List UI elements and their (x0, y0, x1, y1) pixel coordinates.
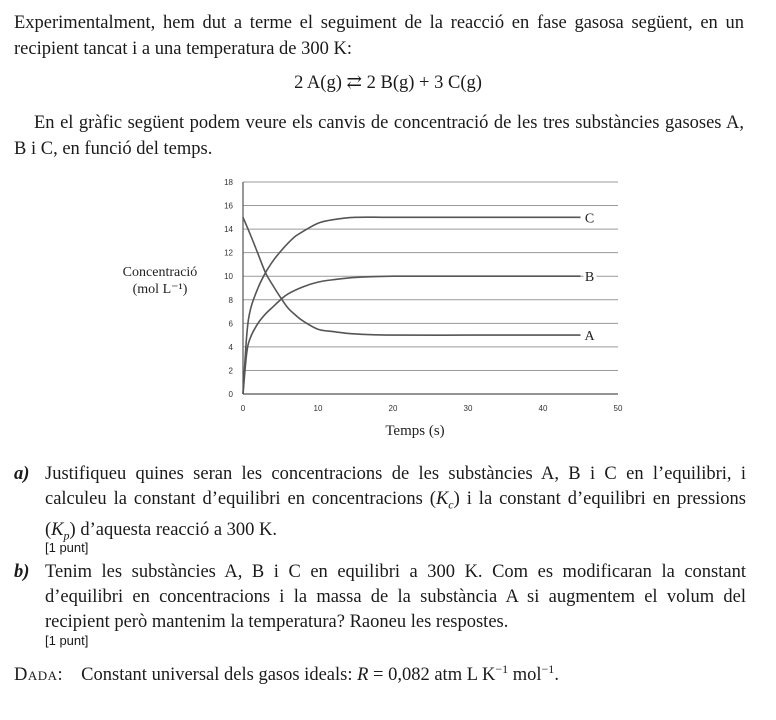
series-label-A: A (584, 329, 595, 345)
data-text: Constant universal dels gasos ideals: (81, 665, 353, 686)
question-a (14, 462, 746, 548)
y-tick-label: 12 (224, 248, 233, 258)
gas-constant-value: = 0,082 atm L K (368, 665, 496, 686)
y-tick-label: 4 (228, 342, 233, 352)
question-a-text-3: ) d’aquesta reacció a 300 K. (69, 519, 278, 540)
gas-constant-symbol: R (357, 665, 369, 686)
concentration-chart (110, 172, 650, 442)
question-b-text: Tenim les substàncies A, B i C en equilibri a 300 K. Com es modificaran la constant d’equilibri en concentracions i la massa de la substància A si augmentem el volum del recipient però mantenim la temperatura? Raoneu les respostes. (45, 562, 746, 632)
x-tick-label: 20 (388, 404, 398, 413)
x-tick-label: 30 (463, 404, 473, 413)
gas-constant-end: . (554, 665, 559, 686)
kp-symbol: K (51, 519, 64, 540)
x-axis-label: Temps (s) (385, 423, 445, 439)
y-axis-label-line2: (mol L⁻¹) (132, 282, 188, 297)
equation-right: 2 B(g) + 3 C(g) (366, 73, 482, 93)
question-a-label: a) (14, 464, 30, 484)
chart-lines (243, 217, 581, 394)
kc-symbol: K (435, 489, 449, 509)
kc-subscript: c (448, 497, 454, 512)
y-tick-label: 18 (224, 178, 233, 187)
y-tick-label: 0 (228, 390, 233, 399)
equilibrium-arrow: ⇄ (346, 73, 363, 93)
question-a-text-1: Justifiqueu quines seran les concentracions de les substàncies A, B i C en l’equilibri, i calculeu la constant d’equilibri en concentracions ( (45, 464, 746, 509)
y-tick-label: 10 (224, 272, 233, 282)
question-b-points: [1 punt] (45, 633, 89, 648)
data-note (14, 662, 559, 686)
y-axis-label-line1: Concentració (122, 265, 198, 280)
kp-subscript: p (63, 528, 70, 543)
x-tick-label: 10 (313, 404, 323, 413)
question-a-text-2: ) i la constant d’equilibri en pressions ( (45, 489, 746, 540)
gas-constant-mol: mol (508, 665, 542, 686)
chart-intro-paragraph: En el gràfic següent podem veure els canvis de concentració de les tres substàncies gasoses A, B i C, en funció del temps. (14, 113, 744, 159)
y-tick-label: 14 (224, 225, 233, 235)
x-tick-label: 0 (240, 404, 246, 413)
y-tick-label: 2 (228, 366, 233, 376)
series-label-C: C (584, 211, 595, 227)
y-tick-label: 16 (224, 201, 233, 211)
chart-ticks (224, 178, 623, 413)
x-tick-label: 40 (538, 404, 548, 413)
question-b-label: b) (14, 562, 30, 582)
gas-constant-exp1: −1 (495, 662, 509, 676)
y-tick-label: 6 (228, 319, 233, 329)
intro-paragraph: Experimentalment, hem dut a terme el seguiment de la reacció en fase gasosa següent, en un recipient tancat i a una temperatura de 300 K: (14, 13, 744, 59)
series-line-C (243, 217, 581, 394)
series-label-B: B (584, 270, 595, 286)
reaction-equation (0, 72, 776, 94)
equation-left: 2 A(g) (294, 73, 342, 93)
question-a-points: [1 punt] (45, 540, 89, 555)
gas-constant-exp2: −1 (541, 662, 555, 676)
question-a-text (45, 462, 746, 548)
data-label: Dada: (14, 665, 64, 686)
question-b (14, 560, 746, 635)
x-tick-label: 50 (613, 404, 623, 413)
y-tick-label: 8 (228, 295, 233, 305)
